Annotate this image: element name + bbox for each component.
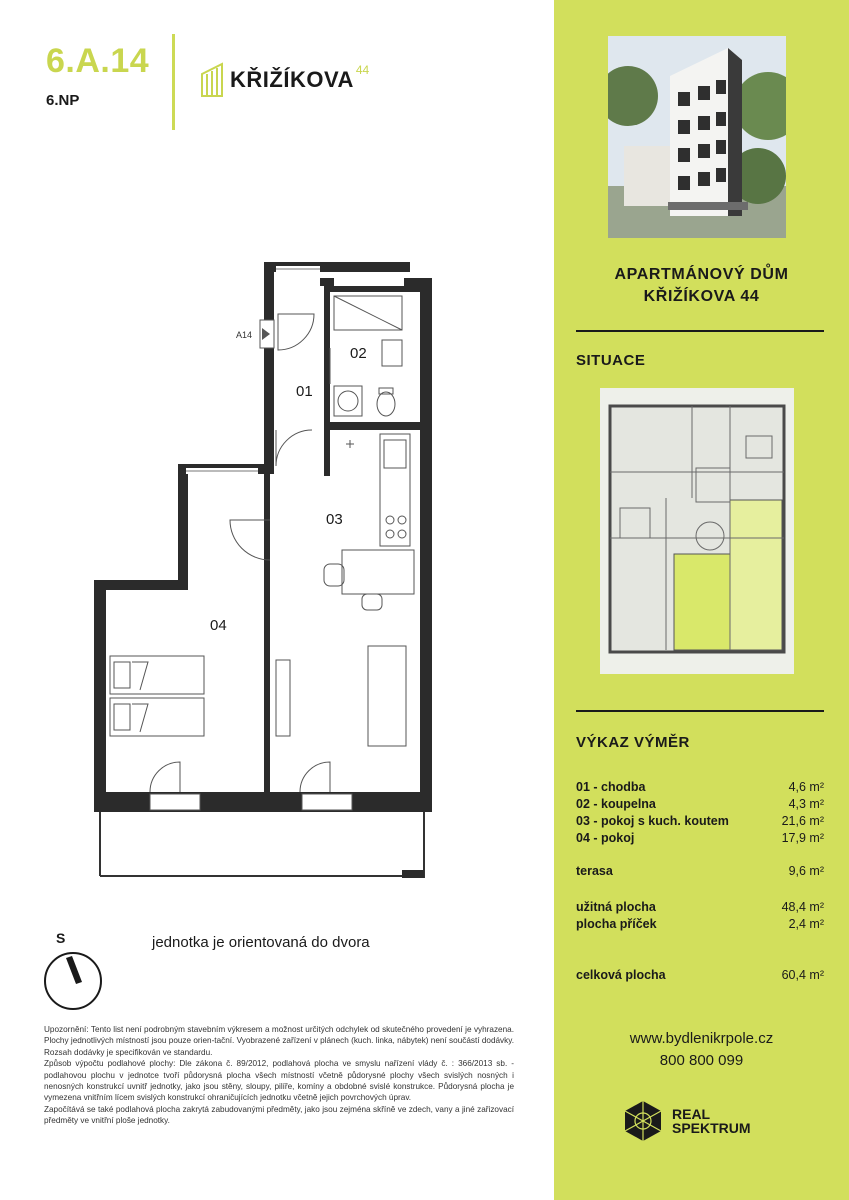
phone-number[interactable]: 800 800 099 bbox=[659, 1052, 744, 1069]
area-row-terasa bbox=[576, 864, 824, 878]
area-row bbox=[576, 797, 824, 811]
area-value: 21,6 m² bbox=[781, 814, 824, 828]
area-name: 01 - chodba bbox=[576, 780, 646, 794]
divider bbox=[576, 710, 824, 712]
area-name: užitná plocha bbox=[576, 900, 656, 914]
area-value: 9,6 m² bbox=[788, 864, 824, 878]
vykaz-heading: VÝKAZ VÝMĚR bbox=[576, 734, 690, 751]
area-name: 02 - koupelna bbox=[576, 797, 656, 811]
area-row-celkova bbox=[576, 968, 824, 982]
real-spektrum-logo bbox=[622, 1100, 751, 1142]
brand-line: REAL bbox=[672, 1106, 711, 1122]
area-value: 4,3 m² bbox=[788, 797, 824, 811]
area-name: celková plocha bbox=[576, 968, 666, 982]
building-title-line1: APARTMÁNOVÝ DŮM bbox=[614, 266, 789, 283]
building-title-line2: KŘIŽÍKOVA 44 bbox=[643, 288, 760, 305]
website-link[interactable]: www.bydlenikrpole.cz bbox=[629, 1030, 774, 1047]
area-row-uzitna bbox=[576, 900, 824, 914]
room-label-02: 02 bbox=[350, 345, 367, 362]
floor-plan bbox=[90, 258, 440, 888]
room-label-04: 04 bbox=[210, 617, 227, 634]
unit-code: 6.A.14 bbox=[46, 42, 150, 80]
area-row bbox=[576, 780, 824, 794]
brand-logo-icon bbox=[622, 1100, 664, 1142]
brand-name bbox=[672, 1107, 751, 1135]
project-logo bbox=[200, 62, 369, 98]
area-value: 60,4 m² bbox=[781, 968, 824, 982]
floor-label: 6.NP bbox=[46, 92, 80, 109]
room-label-01: 01 bbox=[296, 383, 313, 400]
logo-number: 44 bbox=[355, 63, 370, 77]
situace-heading: SITUACE bbox=[576, 352, 646, 369]
area-value: 2,4 m² bbox=[788, 917, 824, 931]
disclaimer-paragraph: Započítává se také podlahová plocha zakrytá zabudovanými předměty, jako jsou zejména skříně ve zdech, vany a jiné zařizovací předměty ve vnitřní ploše jednotky. bbox=[44, 1104, 514, 1126]
entry-label: A14 bbox=[236, 330, 253, 340]
area-name: plocha příček bbox=[576, 917, 657, 931]
site-plan bbox=[600, 388, 794, 674]
area-row bbox=[576, 831, 824, 845]
building-logo-icon bbox=[200, 62, 224, 98]
area-value: 48,4 m² bbox=[781, 900, 824, 914]
area-value: 17,9 m² bbox=[781, 831, 824, 845]
area-name: 03 - pokoj s kuch. koutem bbox=[576, 814, 729, 828]
area-row bbox=[576, 814, 824, 828]
logo-name: KŘIŽÍKOVA bbox=[230, 67, 354, 92]
compass-letter: S bbox=[56, 930, 66, 946]
area-row-pricek bbox=[576, 917, 824, 931]
area-value: 4,6 m² bbox=[788, 780, 824, 794]
disclaimer bbox=[44, 1024, 514, 1127]
divider bbox=[576, 330, 824, 332]
area-name: terasa bbox=[576, 864, 613, 878]
building-photo bbox=[608, 36, 786, 238]
brand-line: SPEKTRUM bbox=[672, 1120, 751, 1136]
header-divider bbox=[172, 34, 175, 130]
room-label-03: 03 bbox=[326, 511, 343, 528]
disclaimer-paragraph: Upozornění: Tento list není podrobným stavebním výkresem a možnost určitých odchylek od skutečného provedení je vyhrazena. Plochy jednotlivých místností jsou pouze orien-tační. Vyobrazené zařízení v plánech (kuch. linka, nábytek) není součástí dodávky. Rozsah dodávky je specifikován ve standardu. bbox=[44, 1025, 514, 1057]
area-name: 04 - pokoj bbox=[576, 831, 635, 845]
orientation-text: jednotka je orientovaná do dvora bbox=[152, 934, 370, 951]
disclaimer-paragraph: Způsob výpočtu podlahové plochy: Dle zákona č. 89/2012, podlahová plocha ve smyslu nařízení vlády č. : 366/2013 sb. - podlahovou plochu v jednotce tvoří půdorysná plocha všech místností včetně půdorysné plochy všech svislých nosných i nenosných konstrukcí uvnitř jednotky, jako jsou stěny, sloupy, pilíře, komíny a obdobné svislé konstrukce. Půdorysná plocha je vymezena vnitřním lícem svislých konstrukcí ohraničujících jednotku včetně jejich povrchových úprav. bbox=[44, 1059, 514, 1103]
compass-icon bbox=[42, 950, 104, 1012]
